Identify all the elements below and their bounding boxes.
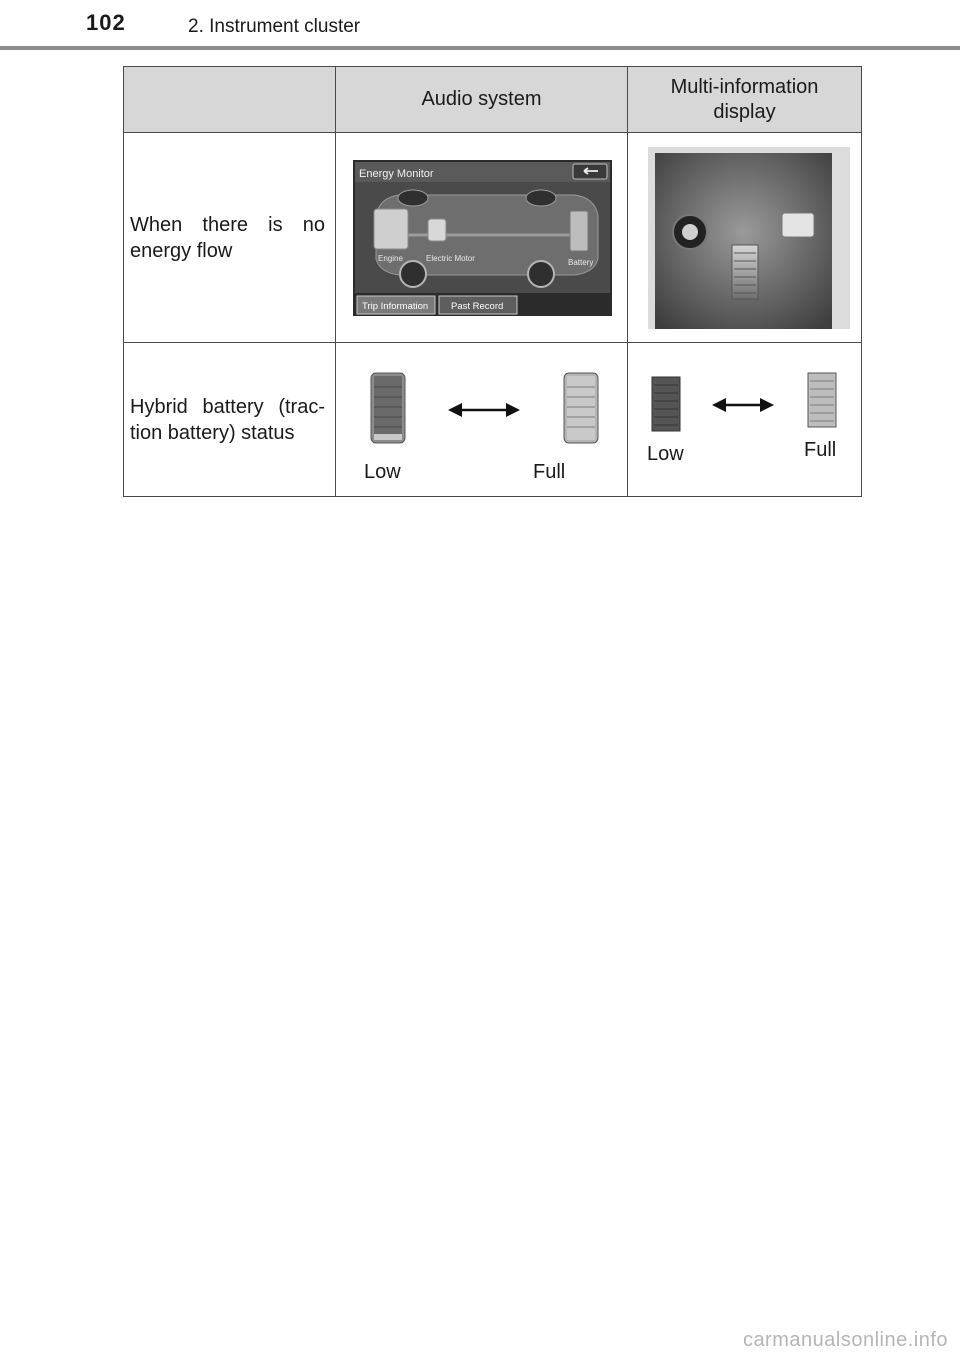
audio-battery-gauge (336, 343, 627, 491)
engine-icon (374, 209, 408, 249)
header-cell-audio (336, 67, 628, 133)
battery-label: Battery (568, 258, 594, 267)
section-title: 2. Instrument cluster (188, 16, 361, 37)
energy-monitor-screen (336, 133, 627, 337)
wheel-icon (400, 261, 426, 287)
header-audio-label: Audio system (421, 88, 542, 110)
mid-low-label: Low (647, 443, 684, 465)
electric-motor-label: Electric Motor (426, 254, 475, 263)
double-arrow-icon (448, 403, 520, 417)
page-number: 102 (86, 10, 126, 35)
header-cell-empty (124, 67, 336, 133)
table-header-row (124, 67, 862, 133)
engine-icon (782, 213, 814, 237)
double-arrow-icon (712, 398, 774, 412)
audio-low-label: Low (364, 461, 401, 483)
tab-trip-information-label: Trip Information (362, 301, 429, 312)
wheel-icon (398, 190, 428, 206)
table-row (124, 343, 862, 497)
tab-past-record-label: Past Record (451, 301, 504, 312)
mid-battery-status-cell (628, 343, 862, 497)
row-label-battery-status: Hybrid battery (trac- tion battery) status (124, 343, 336, 497)
audio-battery-status-cell (336, 343, 628, 497)
electric-motor-icon (428, 219, 446, 241)
mid-energy-screen (628, 133, 861, 337)
engine-label: Engine (378, 254, 403, 263)
wheel-hub-icon (682, 224, 698, 240)
audio-full-label: Full (533, 461, 566, 483)
audio-energy-monitor-cell (336, 133, 628, 343)
mid-battery-full-icon (808, 373, 836, 427)
battery-full-icon (564, 373, 598, 443)
mid-battery-gauge (628, 343, 861, 491)
wheel-icon (528, 261, 554, 287)
header-mid-label-line1: Multi-information (670, 75, 819, 98)
mid-full-label: Full (804, 439, 837, 461)
page-header (0, 0, 960, 50)
mid-battery-low-icon (652, 377, 680, 431)
watermark: carmanualsonline.info (742, 1329, 948, 1351)
energy-flow-table (123, 66, 862, 497)
header-rule (0, 46, 960, 50)
mid-energy-display-cell (628, 133, 862, 343)
battery-icon (570, 211, 588, 251)
table-row (124, 133, 862, 343)
header-mid-label-line2: display (713, 100, 776, 123)
screen-title: Energy Monitor (359, 168, 434, 180)
header-cell-mid (628, 67, 862, 133)
battery-low-icon (371, 373, 405, 443)
row-label-no-energy-flow: When there is no energy flow (124, 133, 336, 343)
wheel-icon (526, 190, 556, 206)
